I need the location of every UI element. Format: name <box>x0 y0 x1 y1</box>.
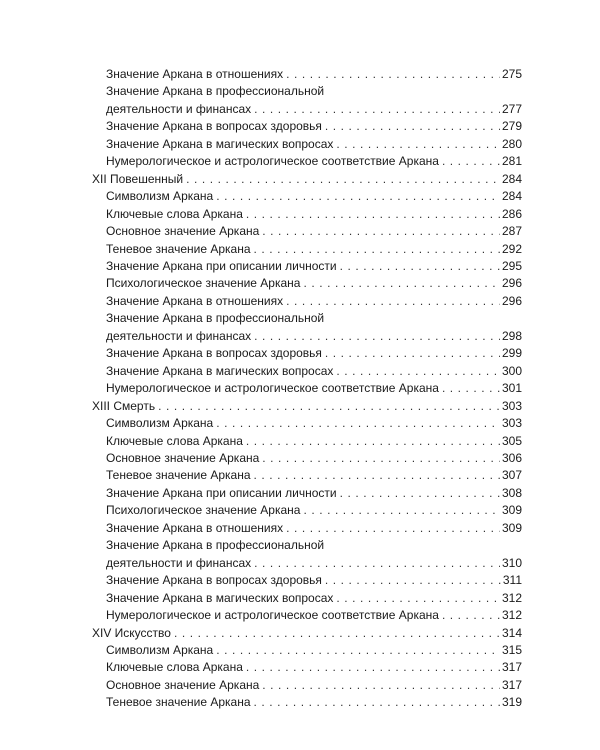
toc-page-number: 284 <box>501 171 522 186</box>
dot-leader <box>286 66 500 83</box>
dot-leader <box>158 398 500 415</box>
dot-leader <box>336 363 500 380</box>
toc-page-number: 317 <box>501 660 522 675</box>
toc-entry-title: Значение Аркана в магических вопросах <box>106 136 334 151</box>
toc-section-entry <box>92 433 522 450</box>
toc-entry-title: Символизм Аркана <box>106 189 214 204</box>
toc-page-number: 296 <box>501 276 522 291</box>
dot-leader <box>325 118 500 135</box>
toc-page-number: 301 <box>501 381 522 396</box>
toc-entry-title: Психологическое значение Аркана <box>106 503 301 518</box>
toc-page-number: 305 <box>501 433 522 448</box>
toc-section-entry <box>92 258 522 275</box>
dot-leader <box>254 328 500 345</box>
dot-leader <box>286 293 500 310</box>
toc-entry-title-continuation: деятельности и финансах <box>106 555 252 570</box>
toc-section-entry <box>92 83 522 118</box>
toc-entry-title: Значение Аркана в магических вопросах <box>106 363 334 378</box>
toc-section-entry <box>92 363 522 380</box>
toc-section-entry <box>92 502 522 519</box>
toc-page-number: 298 <box>501 328 522 343</box>
dot-leader <box>262 223 500 240</box>
toc-page-number: 309 <box>501 520 522 535</box>
toc-page-number: 292 <box>501 241 522 256</box>
toc-entry-title: Теневое значение Аркана <box>106 468 251 483</box>
dot-leader <box>442 380 500 397</box>
dot-leader <box>254 694 500 711</box>
toc-entry-title: Значение Аркана в вопросах здоровья <box>106 119 322 134</box>
toc-entry-title: Теневое значение Аркана <box>106 695 251 710</box>
toc-section-entry <box>92 380 522 397</box>
dot-leader <box>246 659 500 676</box>
toc-section-entry <box>92 572 522 589</box>
dot-leader <box>325 572 501 589</box>
toc-entry-title-continuation: деятельности и финансах <box>106 328 252 343</box>
toc-section-entry <box>92 677 522 694</box>
toc-entry-title: XII Повешенный <box>92 171 184 186</box>
toc-entry-title: Нумерологическое и астрологическое соответствие Аркана <box>106 154 439 169</box>
dot-leader <box>216 188 500 205</box>
toc-entry-title: Значение Аркана в отношениях <box>106 293 284 308</box>
toc-page-number: 309 <box>501 503 522 518</box>
toc-page-number: 299 <box>501 346 522 361</box>
toc-page-number: 286 <box>501 206 522 221</box>
toc-page-number: 312 <box>501 608 522 623</box>
toc-section-entry <box>92 206 522 223</box>
toc-section-entry <box>92 223 522 240</box>
dot-leader <box>340 485 500 502</box>
toc-page-number: 287 <box>501 224 522 239</box>
toc-page-number: 280 <box>501 136 522 151</box>
toc-page-number: 279 <box>501 119 522 134</box>
toc-entry-title: Значение Аркана в вопросах здоровья <box>106 573 322 588</box>
toc-entry-title: Значение Аркана в вопросах здоровья <box>106 346 322 361</box>
toc-section-entry <box>92 485 522 502</box>
toc-section-entry <box>92 275 522 292</box>
dot-leader <box>254 467 500 484</box>
toc-page-number: 296 <box>501 293 522 308</box>
toc-entry-title: Ключевые слова Аркана <box>106 433 243 448</box>
toc-entry-title: Значение Аркана при описании личности <box>106 258 337 273</box>
toc-entry-title: Значение Аркана в профессиональной <box>106 538 325 553</box>
dot-leader <box>216 415 500 432</box>
toc-page-number: 310 <box>501 555 522 570</box>
toc-page-number: 277 <box>501 101 522 116</box>
toc-entry-title: Ключевые слова Аркана <box>106 206 243 221</box>
dot-leader <box>246 433 500 450</box>
toc-page-number: 284 <box>501 189 522 204</box>
dot-leader <box>286 520 500 537</box>
toc-section-entry <box>92 450 522 467</box>
toc-section-entry <box>92 642 522 659</box>
toc-section-entry <box>92 188 522 205</box>
table-of-contents <box>92 66 522 712</box>
toc-entry-title: Нумерологическое и астрологическое соответствие Аркана <box>106 608 439 623</box>
dot-leader <box>303 502 500 519</box>
toc-section-entry <box>92 520 522 537</box>
toc-section-entry <box>92 467 522 484</box>
toc-page-number: 303 <box>501 416 522 431</box>
dot-leader <box>186 171 500 188</box>
toc-section-entry <box>92 136 522 153</box>
toc-entry-title: XIII Смерть <box>92 398 156 413</box>
dot-leader <box>340 258 500 275</box>
toc-section-entry <box>92 293 522 310</box>
toc-page-number: 306 <box>501 450 522 465</box>
toc-entry-title: Основное значение Аркана <box>106 224 260 239</box>
toc-entry-title: Основное значение Аркана <box>106 450 260 465</box>
toc-section-entry <box>92 415 522 432</box>
toc-chapter-entry <box>92 625 522 642</box>
toc-section-entry <box>92 241 522 258</box>
toc-entry-title-continuation: деятельности и финансах <box>106 101 252 116</box>
toc-entry-title: Нумерологическое и астрологическое соответствие Аркана <box>106 381 439 396</box>
toc-entry-title: Значение Аркана в магических вопросах <box>106 590 334 605</box>
dot-leader <box>246 206 500 223</box>
dot-leader <box>216 642 500 659</box>
toc-entry-title: Значение Аркана при описании личности <box>106 485 337 500</box>
toc-entry-title: Значение Аркана в профессиональной <box>106 84 325 99</box>
toc-entry-title: Символизм Аркана <box>106 416 214 431</box>
toc-section-entry <box>92 694 522 711</box>
toc-entry-title: Значение Аркана в отношениях <box>106 520 284 535</box>
toc-page-number: 295 <box>501 258 522 273</box>
dot-leader <box>325 345 500 362</box>
toc-entry-title: Значение Аркана в отношениях <box>106 67 284 81</box>
dot-leader <box>262 677 500 694</box>
toc-page-number: 319 <box>501 695 522 710</box>
toc-section-entry <box>92 345 522 362</box>
toc-entry-title: XIV Искусство <box>92 625 171 640</box>
dot-leader <box>442 153 500 170</box>
dot-leader <box>336 136 500 153</box>
toc-entry-title: Значение Аркана в профессиональной <box>106 311 325 326</box>
toc-page-number: 311 <box>502 573 522 588</box>
toc-chapter-entry <box>92 171 522 188</box>
toc-page-number: 275 <box>501 67 522 81</box>
toc-section-entry <box>92 659 522 676</box>
toc-entry-title: Психологическое значение Аркана <box>106 276 301 291</box>
dot-leader <box>254 241 500 258</box>
toc-section-entry <box>92 66 522 83</box>
dot-leader <box>336 590 500 607</box>
toc-page-number: 312 <box>501 590 522 605</box>
toc-entry-title: Теневое значение Аркана <box>106 241 251 256</box>
toc-section-entry <box>92 310 522 345</box>
toc-section-entry <box>92 537 522 572</box>
dot-leader <box>442 607 500 624</box>
toc-chapter-entry <box>92 398 522 415</box>
toc-page-number: 308 <box>501 485 522 500</box>
toc-page-number: 317 <box>501 677 522 692</box>
toc-page-number: 303 <box>501 398 522 413</box>
toc-page-number: 300 <box>501 363 522 378</box>
toc-page-number: 281 <box>501 154 522 169</box>
toc-entry-title: Символизм Аркана <box>106 642 214 657</box>
toc-page-number: 314 <box>501 625 522 640</box>
toc-section-entry <box>92 153 522 170</box>
dot-leader <box>254 101 500 118</box>
dot-leader <box>303 275 500 292</box>
toc-entry-title: Ключевые слова Аркана <box>106 660 243 675</box>
toc-section-entry <box>92 607 522 624</box>
dot-leader <box>174 625 500 642</box>
toc-section-entry <box>92 590 522 607</box>
toc-entry-title: Основное значение Аркана <box>106 677 260 692</box>
toc-page-number: 315 <box>501 642 522 657</box>
toc-page-number: 307 <box>501 468 522 483</box>
dot-leader <box>254 555 500 572</box>
dot-leader <box>262 450 500 467</box>
toc-section-entry <box>92 118 522 135</box>
